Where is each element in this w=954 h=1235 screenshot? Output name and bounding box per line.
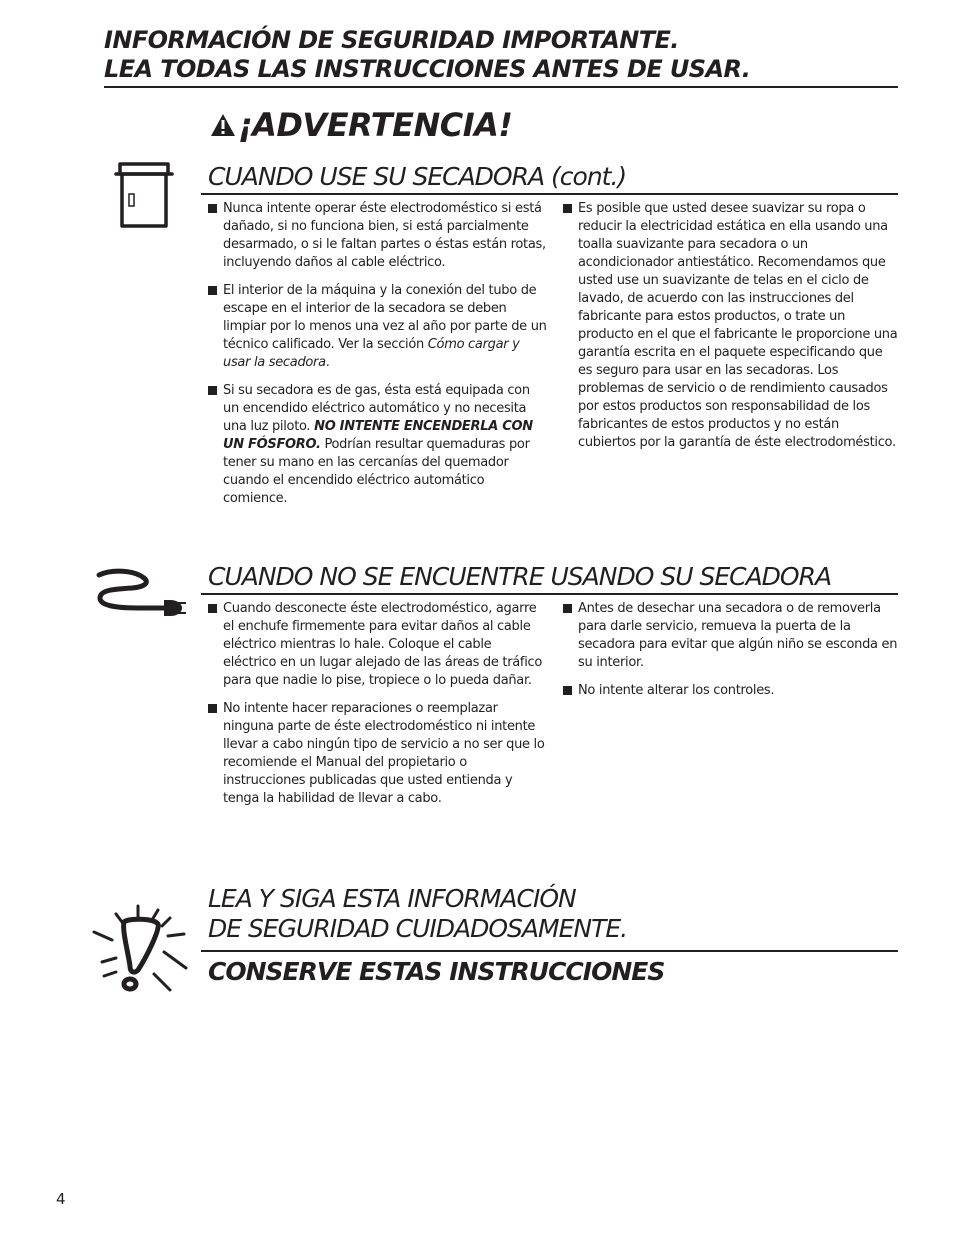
section2-right-column [563, 600, 898, 710]
bullet-square-icon [208, 386, 217, 395]
list-item [563, 200, 898, 452]
closing-line-2: DE SEGURIDAD CUIDADOSAMENTE. [208, 914, 628, 943]
section1-left-column [208, 200, 548, 518]
bullet-square-icon [208, 704, 217, 713]
header-line-1: INFORMACIÓN DE SEGURIDAD IMPORTANTE. [104, 26, 679, 54]
closing-heading [208, 884, 627, 944]
item-text: No intente alterar los controles. [578, 683, 775, 698]
header-rule [104, 86, 898, 88]
list-item [563, 600, 898, 672]
section-title-not-in-use: CUANDO NO SE ENCUENTRE USANDO SU SECADORA [208, 562, 832, 591]
exclamation-icon [88, 900, 192, 996]
page-number: 4 [56, 1190, 66, 1208]
list-item [208, 200, 548, 272]
header-line-2: LEA TODAS LAS INSTRUCCIONES ANTES DE USAR. [104, 55, 751, 83]
section-title-in-use: CUANDO USE SU SECADORA (cont.) [208, 162, 627, 191]
warning-emphasis: NO INTENTE ENCENDERLA CON UN FÓSFORO. [223, 419, 533, 452]
item-text-tail: . [325, 355, 330, 370]
section2-left-column [208, 600, 548, 818]
list-item [208, 700, 548, 808]
bullet-square-icon [563, 686, 572, 695]
item-text: Antes de desechar una secadora o de removerla para darle servicio, remueva la puerta de la secadora para evitar que algún niño se esconda en su interior. [578, 601, 898, 670]
item-text: Es posible que usted desee suavizar su ropa o reducir la electricidad estática en ella usando una toalla suavizante para secadora o un acondicionador antiestático. Recomendamos que usted use un suavizante de telas en el ciclo de lavado, de acuerdo con las instrucciones del fabricante para estos productos, o trate un producto en el que el fabricante le proporcione una garantía escrita en el paquete especificando que es seguro para usar en las secadoras. Los problemas de servicio o de rendimiento causados por estos productos son responsabilidad de los fabricantes de estos productos y no están cubiertos por la garantía de éste electrodoméstico. [578, 201, 898, 450]
item-text: El interior de la máquina y la conexión del tubo de escape en el interior de la secadora se deben limpiar por lo menos una vez al año por parte de un técnico calificado. Ver la sección [223, 283, 547, 352]
list-item [208, 600, 548, 690]
closing-rule [201, 950, 898, 952]
page-header [104, 26, 898, 84]
bullet-square-icon [208, 604, 217, 613]
item-text: Si su secadora es de gas, ésta está equipada con un encendido eléctrico automático y no necesita una luz piloto. [223, 383, 530, 434]
item-text: Nunca intente operar éste electrodoméstico si está dañado, si no funciona bien, si está parcialmente desarmado, o si le faltan partes o éstas están rotas, incluyendo daños al cable eléctrico. [223, 201, 546, 270]
power-cord-icon [94, 566, 188, 620]
bullet-square-icon [563, 604, 572, 613]
warning-triangle-icon [210, 113, 236, 137]
section-rule-not-in-use [201, 593, 898, 595]
section-rule-in-use [201, 193, 898, 195]
section-reference: Cómo cargar y usar la secadora [223, 337, 520, 370]
section1-right-column [563, 200, 898, 462]
item-text-tail: Podrían resultar quemaduras por tener su mano en las cercanías del quemador cuando el encendido eléctrico automático comience. [223, 437, 530, 506]
bullet-square-icon [208, 286, 217, 295]
conserve-instructions: CONSERVE ESTAS INSTRUCCIONES [208, 957, 665, 986]
bullet-square-icon [563, 204, 572, 213]
dryer-icon [112, 160, 176, 232]
list-item [563, 682, 898, 700]
closing-line-1: LEA Y SIGA ESTA INFORMACIÓN [208, 884, 576, 913]
item-text: No intente hacer reparaciones o reemplazar ninguna parte de éste electrodoméstico ni intente llevar a cabo ningún tipo de servicio a no ser que lo recomiende el Manual del propietario o instrucciones publicadas que usted entienda y tenga la habilidad de llevar a cabo. [223, 701, 545, 806]
list-item [208, 382, 548, 508]
bullet-square-icon [208, 204, 217, 213]
warning-heading [210, 105, 512, 145]
warning-title: ¡ADVERTENCIA! [238, 106, 513, 144]
item-text: Cuando desconecte éste electrodoméstico, agarre el enchufe firmemente para evitar daños al cable eléctrico mientras lo hale. Coloque el cable eléctrico en un lugar alejado de las áreas de tráfico para que nadie lo pise, tropiece o lo pueda dañar. [223, 601, 543, 688]
list-item [208, 282, 548, 372]
